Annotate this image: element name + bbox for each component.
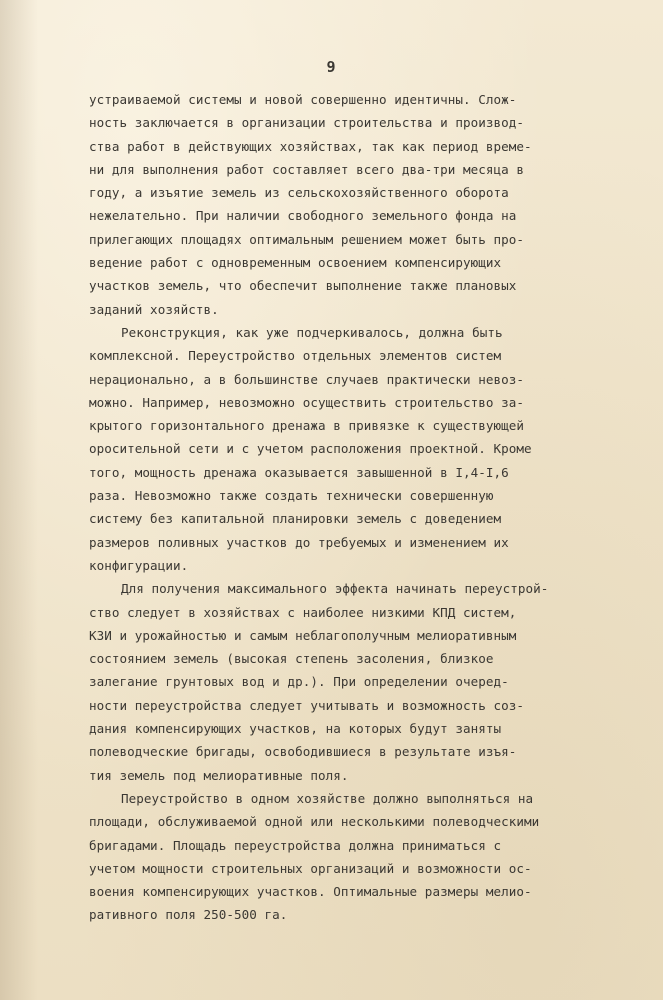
text-line: ности переустройства следует учитывать и возможность соз- bbox=[89, 697, 525, 713]
text-line: того, мощность дренажа оказывается завышенной в I,4-I,6 bbox=[89, 464, 509, 480]
text-line: тия земель под мелиоративные поля. bbox=[89, 767, 349, 783]
text-line: конфигурации. bbox=[89, 557, 189, 573]
text-line: Реконструкция, как уже подчеркивалось, должна быть bbox=[121, 324, 503, 340]
page-number: 9 bbox=[326, 58, 337, 76]
text-line: бригадами. Площадь переустройства должна приниматься с bbox=[89, 837, 502, 853]
text-line: нежелательно. При наличии свободного земельного фонда на bbox=[89, 208, 517, 224]
text-line: залегание грунтовых вод и др.). При определении очеред- bbox=[89, 674, 509, 690]
text-line: можно. Например, невозможно осуществить строительство за- bbox=[89, 394, 525, 410]
text-line: комплексной. Переустройство отдельных элементов систем bbox=[89, 348, 502, 364]
text-line: дания компенсирующих участков, на которых будут заняты bbox=[89, 721, 502, 737]
text-line: ность заключается в организации строительства и производ- bbox=[89, 115, 525, 131]
text-line: учетом мощности строительных организаций и возможности ос- bbox=[89, 860, 532, 876]
text-line: состоянием земель (высокая степень засоления, близкое bbox=[89, 651, 494, 667]
text-line: году, а изъятие земель из сельскохозяйственного оборота bbox=[89, 185, 509, 201]
text-line: Переустройство в одном хозяйстве должно выполняться на bbox=[121, 790, 534, 806]
text-line: Для получения максимального эффекта начинать переустрой- bbox=[121, 581, 549, 597]
text-line: нерационально, а в большинстве случаев практически невоз- bbox=[89, 371, 525, 387]
text-line: участков земель, что обеспечит выполнение также плановых bbox=[89, 278, 517, 294]
text-line: устраиваемой системы и новой совершенно идентичны. Слож- bbox=[89, 92, 517, 107]
text-line: ративного поля 250-500 га. bbox=[89, 907, 288, 923]
text-line: площади, обслуживаемой одной или несколькими полеводческими bbox=[89, 814, 540, 830]
text-line: ни для выполнения работ составляет всего два-три месяца в bbox=[89, 161, 525, 177]
text-line: оросительной сети и с учетом расположения проектной. Кроме bbox=[89, 441, 532, 457]
text-line: воения компенсирующих участков. Оптимальные размеры мелио- bbox=[89, 884, 532, 900]
text-line: крытого горизонтального дренажа в привязке к существующей bbox=[89, 418, 525, 434]
text-line: ства работ в действующих хозяйствах, так как период време- bbox=[89, 138, 532, 154]
text-line: КЗИ и урожайностью и самым неблагополучным мелиоративным bbox=[89, 627, 517, 643]
text-line: полеводческие бригады, освободившиеся в результате изъя- bbox=[89, 744, 517, 760]
text-line: размеров поливных участков до требуемых и изменением их bbox=[89, 534, 509, 550]
text-line: заданий хозяйств. bbox=[89, 301, 219, 317]
text-line: ство следует в хозяйствах с наиболее низкими КПД систем, bbox=[89, 604, 517, 620]
text-line: систему без капитальной планировки земель с доведением bbox=[89, 511, 502, 527]
text-line: раза. Невозможно также создать технически совершенную bbox=[89, 488, 494, 504]
body-text bbox=[89, 88, 575, 927]
text-line: прилегающих площадях оптимальным решением может быть про- bbox=[89, 231, 525, 247]
page-edge-shadow bbox=[0, 0, 38, 1000]
text-line: ведение работ с одновременным освоением компенсирующих bbox=[89, 255, 502, 271]
